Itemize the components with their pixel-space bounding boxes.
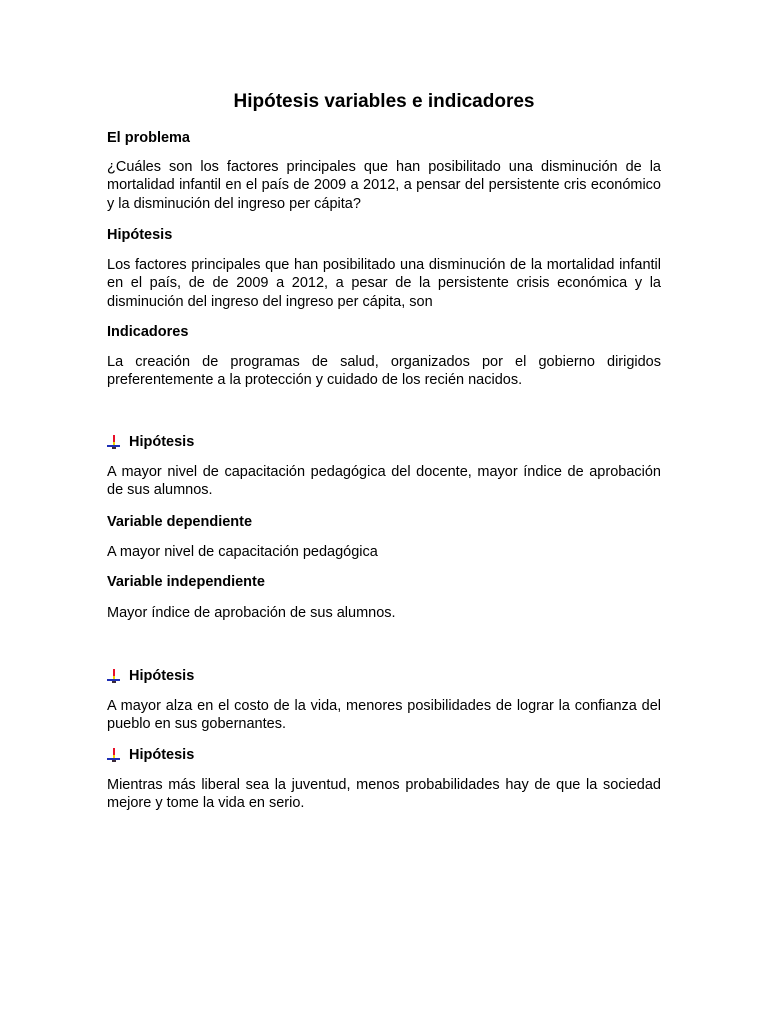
bullet-heading-label: Hipótesis — [129, 747, 195, 763]
dependent-variable-text: A mayor nivel de capacitación pedagógica — [107, 544, 378, 560]
bullet-hypothesis-text-3: Mientras más liberal sea la juventud, menos probabilidades hay de que la sociedad mejore y tome la vida en serio. — [107, 777, 661, 812]
bullet-hypothesis-text-2: A mayor alza en el costo de la vida, menores posibilidades de lograr la confianza del pueblo en sus gobernantes. — [107, 698, 661, 733]
bullet-hypothesis-text-1: A mayor nivel de capacitación pedagógica del docente, mayor índice de aprobación de sus alumnos. — [107, 464, 661, 499]
bullet-heading-label: Hipótesis — [129, 668, 195, 684]
bullet-cross-icon — [107, 748, 120, 762]
bullet-cross-icon — [107, 435, 120, 449]
problem-text: ¿Cuáles son los factores principales que han posibilitado una disminución de la mortalidad infantil en el país de 2009 a 2012, a pensar del persistente cris económico y la disminución del ingreso per cápita? — [107, 159, 661, 212]
bullet-hypothesis-heading-2 — [107, 667, 194, 685]
bullet-hypothesis-heading-3 — [107, 746, 194, 764]
bullet-cross-icon — [107, 669, 120, 683]
bullet-heading-label: Hipótesis — [129, 434, 195, 450]
document-title: Hipótesis variables e indicadores — [233, 91, 535, 112]
independent-variable-text: Mayor índice de aprobación de sus alumnos. — [107, 605, 396, 621]
problem-heading: El problema — [107, 130, 190, 146]
hypothesis-text: Los factores principales que han posibilitado una disminución de la mortalidad infantil en el país, de de 2009 a 2012, a pesar de la persistente crisis económica y la disminución del ingreso del ingreso per cápita, son — [107, 257, 661, 310]
hypothesis-heading: Hipótesis — [107, 227, 173, 243]
indicators-text: La creación de programas de salud, organizados por el gobierno dirigidos preferentemente a la protección y cuidado de los recién nacidos. — [107, 354, 661, 389]
independent-variable-heading: Variable independiente — [107, 574, 265, 590]
dependent-variable-heading: Variable dependiente — [107, 514, 253, 530]
indicators-heading: Indicadores — [107, 324, 189, 340]
bullet-hypothesis-heading-1 — [107, 433, 194, 451]
